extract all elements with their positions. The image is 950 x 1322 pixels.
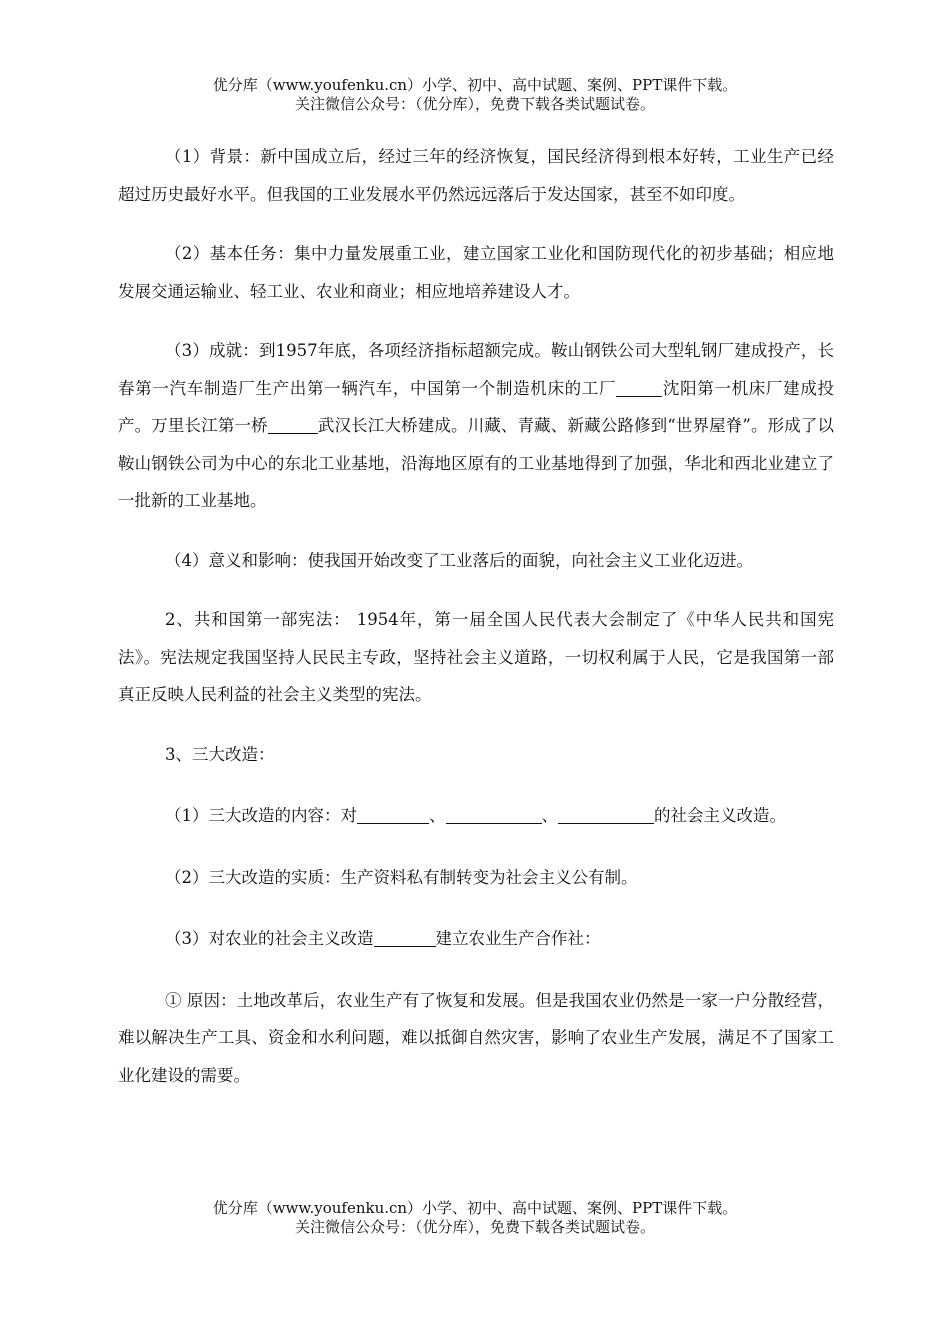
reform-separator-1: 、	[429, 806, 446, 825]
reform-content-text-2: 的社会主义改造。	[654, 806, 786, 825]
paragraph-constitution: 2、共和国第一部宪法： 1954年，第一届全国人民代表大会制定了《中华人民共和国宪法》。宪法规定我国坚持人民民主专政，坚持社会主义道路，一切权利属于人民，它是我国第一部真正反映人民利益的社会主义类型的宪法。	[118, 610, 834, 704]
header-line-2: 关注微信公众号：（优分库），免费下载各类试题试卷。	[294, 95, 655, 113]
header-line-1: 优分库（www.youfenku.cn）小学、初中、高中试题、案例、PPT课件下载。	[212, 76, 738, 94]
paragraph-reason: ① 原因：土地改革后，农业生产有了恢复和发展。但是我国农业仍然是一家一户分散经营，难以解决生产工具、资金和水利问题，难以抵御自然灾害，影响了农业生产发展，满足不了国家工业化建设的需要。	[118, 990, 834, 1085]
paragraph-reform-content	[118, 797, 834, 835]
footer-line-1: 优分库（www.youfenku.cn）小学、初中、高中试题、案例、PPT课件下载。	[212, 1199, 738, 1217]
reform-content-text-1: （1）三大改造的内容：对	[165, 806, 357, 825]
page-header	[0, 76, 950, 114]
agriculture-text-2: 建立农业生产合作社：	[435, 929, 601, 948]
fill-blank-5[interactable]	[558, 807, 654, 825]
section-heading-three-reforms: 3、三大改造：	[165, 744, 275, 764]
paragraph-significance: （4）意义和影响：使我国开始改变了工业落后的面貌，向社会主义工业化迈进。	[165, 550, 753, 570]
agriculture-text-1: （3）对农业的社会主义改造	[165, 929, 374, 948]
fill-blank-6[interactable]	[374, 930, 436, 948]
fill-blank-3[interactable]	[357, 807, 429, 825]
paragraph-reform-essence: （2）三大改造的实质：生产资料私有制转变为社会主义公有制。	[165, 867, 638, 887]
paragraph-basic-task: （2）基本任务：集中力量发展重工业，建立国家工业化和国防现代化的初步基础；相应地发展交通运输业、轻工业、农业和商业；相应地培养建设人才。	[118, 244, 834, 301]
footer-line-2: 关注微信公众号：（优分库），免费下载各类试题试卷。	[294, 1218, 655, 1236]
achievements-text-3: 武汉长江大桥建成。川藏、青藏、新藏公路修到“世界屋脊”。形成了以鞍山钢铁公司为中心的东北工业基地，沿海地区原有的工业基地得到了加强，华北和西北业建立了一批新的工业基地。	[118, 416, 835, 510]
reform-separator-2: 、	[541, 806, 558, 825]
achievements-text-2: 沈阳第一机床厂建成投产。万里长江第一桥	[118, 378, 835, 435]
fill-blank-4[interactable]	[446, 807, 542, 825]
document-body	[118, 138, 834, 1116]
achievements-text-1: （3）成就：到1957年底，各项经济指标超额完成。鞍山钢铁公司大型轧钢厂建成投产，长春第一汽车制造厂生产出第一辆汽车，中国第一个制造机床的工厂	[118, 341, 834, 398]
paragraph-agriculture-reform	[118, 920, 834, 958]
paragraph-background: （1）背景：新中国成立后，经过三年的经济恢复，国民经济得到根本好转，工业生产已经超过历史最好水平。但我国的工业发展水平仍然远远落后于发达国家，甚至不如印度。	[118, 147, 834, 204]
fill-blank-2[interactable]	[268, 417, 318, 435]
page-footer	[0, 1199, 950, 1237]
paragraph-achievements	[118, 332, 834, 520]
fill-blank-1[interactable]	[616, 379, 662, 397]
